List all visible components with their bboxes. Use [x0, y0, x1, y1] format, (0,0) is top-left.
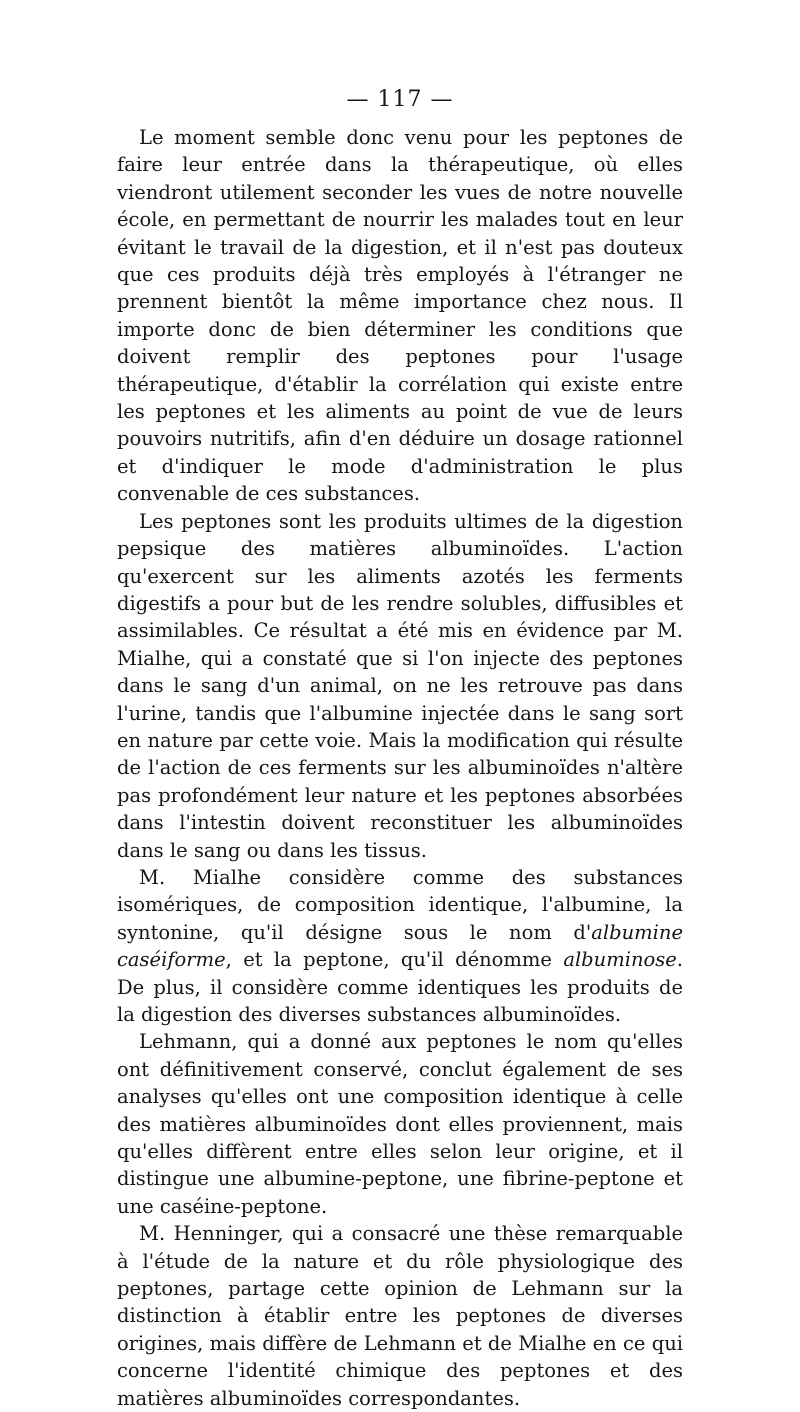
italic-term: albuminose [563, 948, 677, 972]
italic-term: albumine caséiforme [117, 920, 683, 972]
paragraph-text: M. Mialhe considère comme des substances isomériques, de composition identique, l'albumine, la syntonine, qu'il désigne sous le nom d' [117, 865, 683, 944]
paragraph-text: , et la peptone, qu'il dénomme [225, 948, 564, 972]
paragraph-text: Les peptones sont les produits ultimes de la digestion pepsique des matières albuminoïdes. L'action qu'exercent sur les aliments azotés les ferments digestifs a pour but de les rendre solubles, diffusibles et assimilables. Ce résultat a été mis en évidence par M. Mialhe, qui a constaté que si l'on injecte des peptones dans le sang d'un animal, on ne les retrouve pas dans l'urine, tandis que l'albumine injectée dans le sang sort en nature par cette voie. Mais la modification qui résulte de l'action de ces ferments sur les albuminoïdes n'altère pas profondément leur nature et les peptones absorbées dans l'intestin doivent reconstituer les albuminoïdes dans le sang ou dans les tissus. [117, 509, 683, 862]
book-page [117, 86, 683, 1412]
paragraph-text: Lehmann, qui a donné aux peptones le nom qu'elles ont définitivement conservé, conclut également de ses analyses qu'elles ont une composition identique à celle des matières albuminoïdes dont elles proviennent, mais qu'elles diffèrent entre elles selon leur origine, et il distingue une albumine-peptone, une fibrine-peptone et une caséine-peptone. [117, 1030, 683, 1218]
paragraph [117, 1028, 683, 1220]
paragraph-text: . De plus, il considère comme identiques les produits de la digestion des diverses substances albuminoïdes. [117, 948, 683, 1026]
paragraph [117, 864, 683, 1028]
paragraph-text: Le moment semble donc venu pour les peptones de faire leur entrée dans la thérapeutique, où elles viendront utilement seconder les vues de notre nouvelle école, en permettant de nourrir les malades tout en leur évitant le travail de la digestion, et il n'est pas douteux que ces produits déjà très employés à l'étranger ne prennent bientôt la même importance chez nous. Il importe donc de bien déterminer les conditions que doivent remplir des peptones pour l'usage thérapeutique, d'établir la corrélation qui existe entre les peptones et les aliments au point de vue de leurs pouvoirs nutritifs, afin d'en déduire un dosage rationnel et d'indiquer le mode d'administration le plus convenable de ces substances. [117, 126, 683, 506]
paragraph [117, 124, 683, 508]
body-text [117, 124, 683, 1412]
paragraph-text: M. Henninger, qui a consacré une thèse remarquable à l'étude de la nature et du rôle physiologique des peptones, partage cette opinion de Lehmann sur la distinction à établir entre les peptones de diverses origines, mais diffère de Lehmann et de Mialhe en ce qui concerne l'identité chimique des peptones et des matières albuminoïdes correspondantes. [117, 1222, 683, 1410]
paragraph [117, 1220, 683, 1412]
paragraph [117, 508, 683, 864]
page-number: — 117 — [346, 87, 454, 112]
